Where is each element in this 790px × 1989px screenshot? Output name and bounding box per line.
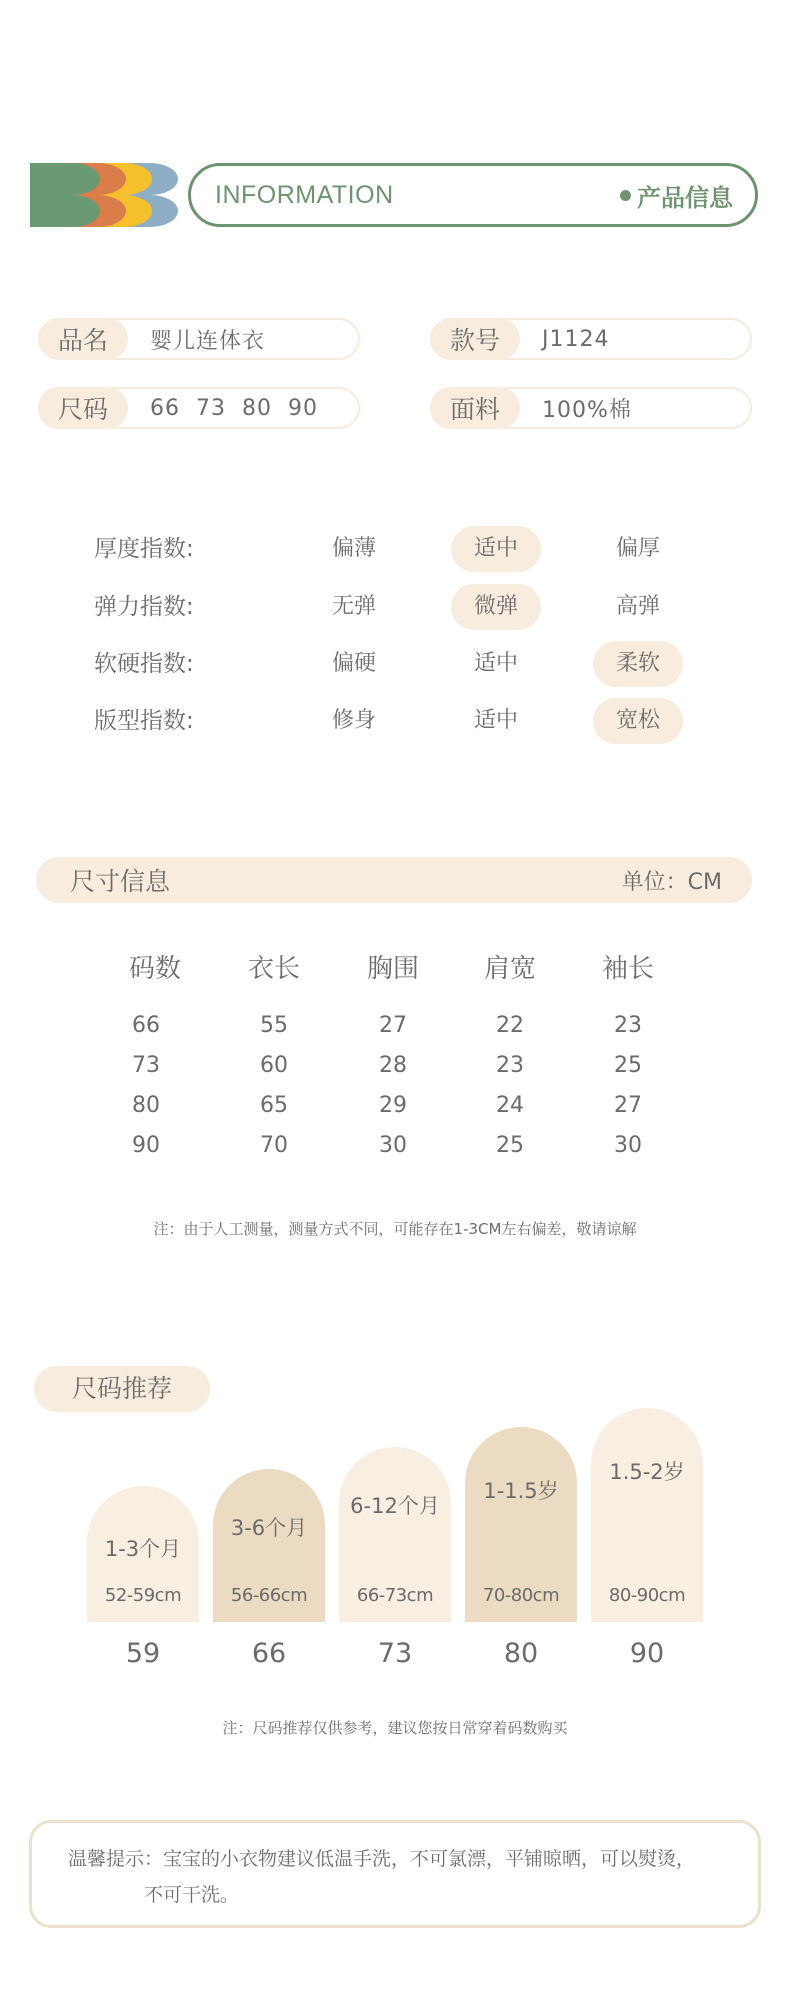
recommend-range: 56-66cm xyxy=(230,1585,308,1606)
product-name-field xyxy=(38,318,360,360)
recommend-age: 3-6个月 xyxy=(230,1516,308,1540)
table-cell: 29 xyxy=(379,1093,407,1118)
header-title-cn-wrap xyxy=(620,178,733,213)
recommend-size: 73 xyxy=(377,1638,413,1669)
table-cell: 80 xyxy=(132,1093,160,1118)
table-cell: 65 xyxy=(260,1093,288,1118)
table-cell: 90 xyxy=(132,1133,160,1158)
table-cell: 23 xyxy=(614,1013,642,1038)
product-style-field xyxy=(430,318,752,360)
index-label: 弹力指数: xyxy=(94,594,194,620)
size-info-title: 尺寸信息 xyxy=(70,867,171,896)
size-info-banner xyxy=(36,857,752,903)
table-cell: 30 xyxy=(614,1133,642,1158)
index-option: 偏薄 xyxy=(331,536,376,561)
table-cell: 55 xyxy=(260,1013,288,1038)
size-recommend-title: 尺码推荐 xyxy=(34,1366,210,1412)
dot-icon xyxy=(620,190,631,201)
recommend-age: 1-3个月 xyxy=(104,1537,182,1561)
product-size-label: 尺码 xyxy=(38,387,128,429)
recommend-range: 66-73cm xyxy=(356,1585,434,1606)
recommend-note: 注：尺码推荐仅供参考，建议您按日常穿着码数购买 xyxy=(222,1719,568,1737)
thickness-index-row xyxy=(0,526,790,572)
product-name-value: 婴儿连体衣 xyxy=(150,328,266,354)
recommend-size: 66 xyxy=(251,1638,287,1669)
table-cell: 70 xyxy=(260,1133,288,1158)
product-fabric-field xyxy=(430,387,752,429)
index-option: 适中 xyxy=(473,651,518,676)
table-cell: 22 xyxy=(496,1013,524,1038)
table-cell: 24 xyxy=(496,1093,524,1118)
recommend-card xyxy=(213,1469,325,1622)
header-title-en: INFORMATION xyxy=(215,180,394,209)
table-cell: 30 xyxy=(379,1133,407,1158)
recommend-card xyxy=(339,1447,451,1622)
product-fabric-value: 100%棉 xyxy=(542,397,632,423)
table-cell: 66 xyxy=(132,1013,160,1038)
index-option: 高弹 xyxy=(615,594,660,619)
index-label: 版型指数: xyxy=(94,708,194,734)
table-header-cell: 肩宽 xyxy=(483,954,536,984)
brand-logo xyxy=(30,163,178,227)
index-option: 偏硬 xyxy=(331,651,376,676)
table-cell: 73 xyxy=(132,1053,160,1078)
product-name-label: 品名 xyxy=(38,318,128,360)
fit-index-row xyxy=(0,698,790,744)
table-cell: 25 xyxy=(614,1053,642,1078)
information-header xyxy=(188,163,758,227)
product-style-value: J1124 xyxy=(542,326,610,352)
index-label: 厚度指数: xyxy=(94,536,194,562)
recommend-size: 80 xyxy=(503,1638,539,1669)
index-option: 无弹 xyxy=(331,594,376,619)
recommend-range: 80-90cm xyxy=(608,1585,686,1606)
header-title-cn: 产品信息 xyxy=(637,183,733,212)
product-size-value: 66 73 80 90 xyxy=(150,395,318,421)
recommend-card xyxy=(465,1427,577,1622)
recommend-age: 1-1.5岁 xyxy=(483,1479,559,1503)
care-tip-line: 温馨提示：宝宝的小衣物建议低温手洗，不可氯漂，平铺晾晒，可以熨烫， xyxy=(68,1848,696,1870)
table-cell: 27 xyxy=(614,1093,642,1118)
table-cell: 23 xyxy=(496,1053,524,1078)
table-header-cell: 码数 xyxy=(128,954,181,984)
size-info-unit: 单位：CM xyxy=(621,869,722,895)
care-tip-box xyxy=(29,1820,761,1928)
recommend-age: 1.5-2岁 xyxy=(609,1460,685,1484)
care-tip-line: 不可干洗。 xyxy=(144,1884,240,1906)
index-option-selected: 柔软 xyxy=(593,641,683,687)
recommend-range: 70-80cm xyxy=(482,1585,560,1606)
recommend-age: 6-12个月 xyxy=(350,1494,440,1518)
table-cell: 25 xyxy=(496,1133,524,1158)
recommend-card xyxy=(591,1408,703,1622)
recommend-card xyxy=(87,1486,199,1622)
table-cell: 60 xyxy=(260,1053,288,1078)
table-cell: 27 xyxy=(379,1013,407,1038)
product-style-label: 款号 xyxy=(430,318,520,360)
index-option-selected: 宽松 xyxy=(593,698,683,744)
recommend-size: 59 xyxy=(125,1638,161,1669)
index-option: 适中 xyxy=(473,708,518,733)
product-fabric-label: 面料 xyxy=(430,387,520,429)
index-option-selected: 微弹 xyxy=(451,584,541,630)
recommend-range: 52-59cm xyxy=(104,1585,182,1606)
recommend-size: 90 xyxy=(629,1638,665,1669)
index-option-selected: 适中 xyxy=(451,526,541,572)
table-cell: 28 xyxy=(379,1053,407,1078)
size-info-note: 注：由于人工测量，测量方式不同，可能存在1-3CM左右偏差，敬请谅解 xyxy=(153,1220,637,1238)
index-option: 修身 xyxy=(331,708,376,733)
product-size-field xyxy=(38,387,360,429)
index-label: 软硬指数: xyxy=(94,651,194,677)
softness-index-row xyxy=(0,641,790,687)
table-header-cell: 袖长 xyxy=(601,954,654,984)
table-header-cell: 胸围 xyxy=(366,954,419,984)
table-header-cell: 衣长 xyxy=(247,954,300,984)
index-option: 偏厚 xyxy=(615,536,660,561)
elasticity-index-row xyxy=(0,584,790,630)
